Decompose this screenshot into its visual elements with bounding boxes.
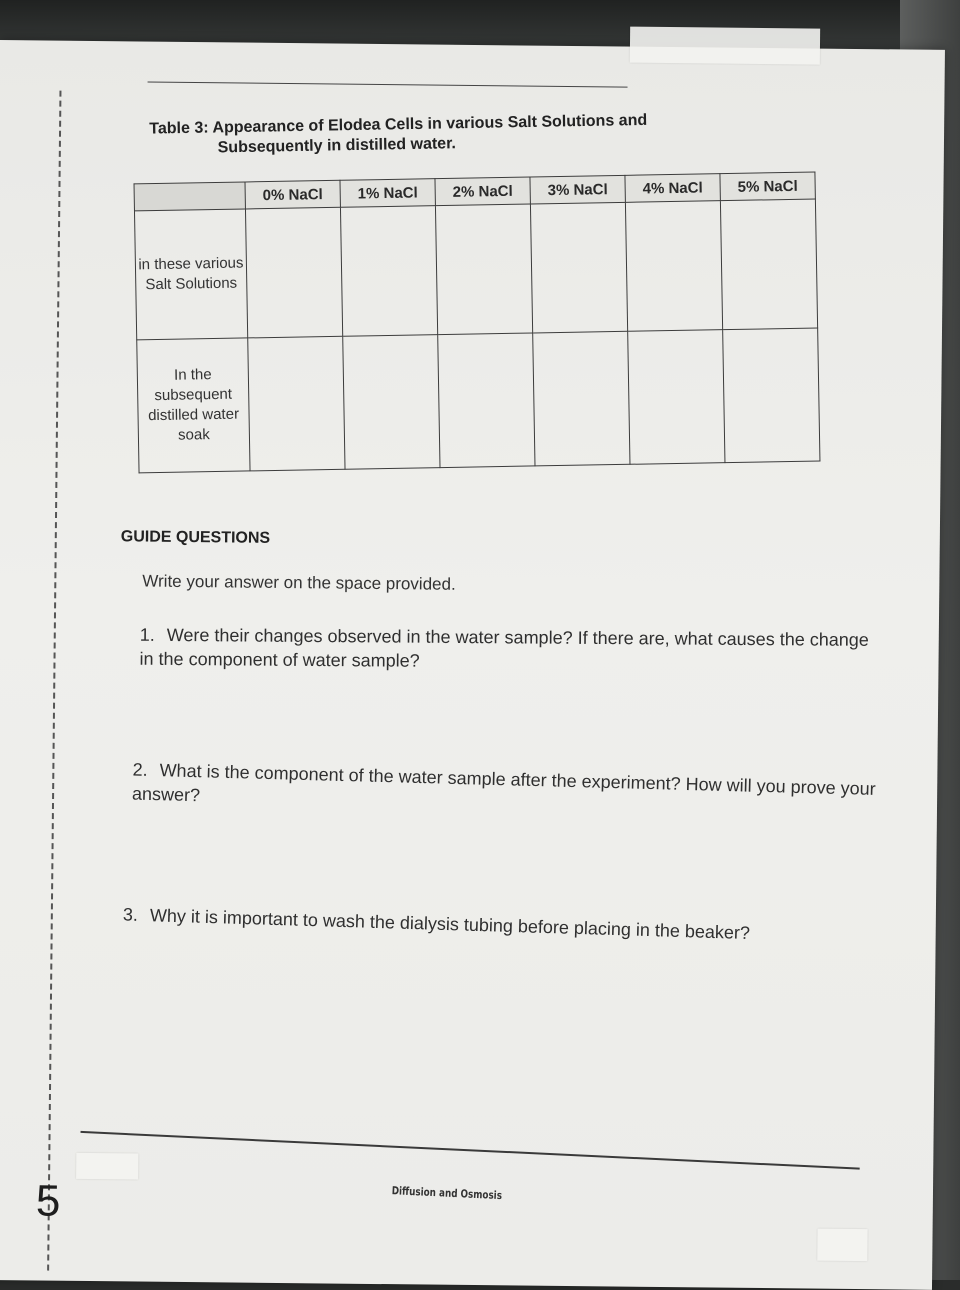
answer-cell[interactable] bbox=[248, 336, 345, 471]
answer-cell[interactable] bbox=[530, 202, 627, 333]
answer-cell[interactable] bbox=[245, 207, 342, 338]
page-number: 5 bbox=[35, 1176, 61, 1226]
table-title bbox=[149, 109, 770, 160]
question-number: 3. bbox=[122, 904, 139, 925]
answer-cell[interactable] bbox=[340, 206, 437, 337]
question-1 bbox=[139, 623, 869, 676]
column-header: 1% NaCl bbox=[340, 179, 435, 208]
question-number: 1. bbox=[139, 624, 155, 645]
question-text: Were their changes observed in the water sample? If there are, what causes the change in the component of water sample? bbox=[139, 624, 869, 671]
tape-strip bbox=[76, 1153, 138, 1180]
column-header: 4% NaCl bbox=[625, 174, 720, 203]
answer-cell[interactable] bbox=[435, 204, 532, 335]
column-header: 2% NaCl bbox=[435, 177, 530, 206]
answer-cell[interactable] bbox=[343, 335, 440, 470]
footer-label: Diffusion and Osmosis bbox=[391, 1184, 503, 1203]
answer-cell[interactable] bbox=[723, 328, 820, 463]
elodea-observation-table bbox=[134, 172, 821, 474]
binding-margin-line bbox=[47, 91, 61, 1271]
header-rule bbox=[148, 82, 628, 88]
answer-cell[interactable] bbox=[625, 201, 722, 332]
table-title-line2: Subsequently in distilled water. bbox=[217, 135, 457, 157]
column-header: 5% NaCl bbox=[720, 172, 815, 201]
answer-cell[interactable] bbox=[533, 331, 630, 466]
tape-strip bbox=[630, 27, 820, 65]
question-3 bbox=[123, 902, 843, 947]
column-header: 3% NaCl bbox=[530, 175, 625, 204]
row-label: in these various Salt Solutions bbox=[134, 209, 247, 340]
tape-strip bbox=[817, 1229, 867, 1262]
table-corner-cell bbox=[134, 182, 245, 211]
question-text: Why it is important to wash the dialysis tubing before placing in the beaker? bbox=[149, 905, 751, 944]
instruction-text: Write your answer on the space provided. bbox=[142, 571, 456, 594]
answer-cell[interactable] bbox=[438, 333, 535, 468]
column-header: 0% NaCl bbox=[245, 180, 340, 209]
guide-questions-heading: GUIDE QUESTIONS bbox=[120, 528, 271, 547]
table-row bbox=[134, 199, 817, 340]
table-title-line1: Table 3: Appearance of Elodea Cells in various Salt Solutions and bbox=[149, 111, 648, 138]
answer-cell[interactable] bbox=[628, 330, 725, 465]
question-2 bbox=[132, 757, 893, 825]
question-number: 2. bbox=[132, 759, 148, 780]
table-row bbox=[137, 328, 820, 473]
worksheet-page bbox=[0, 40, 945, 1290]
row-label: In the subsequent distilled water soak bbox=[137, 338, 250, 473]
footer-rule bbox=[80, 1131, 859, 1170]
question-text: What is the component of the water sample after the experiment? How will you prove your answer? bbox=[131, 760, 876, 806]
answer-cell[interactable] bbox=[720, 199, 817, 330]
